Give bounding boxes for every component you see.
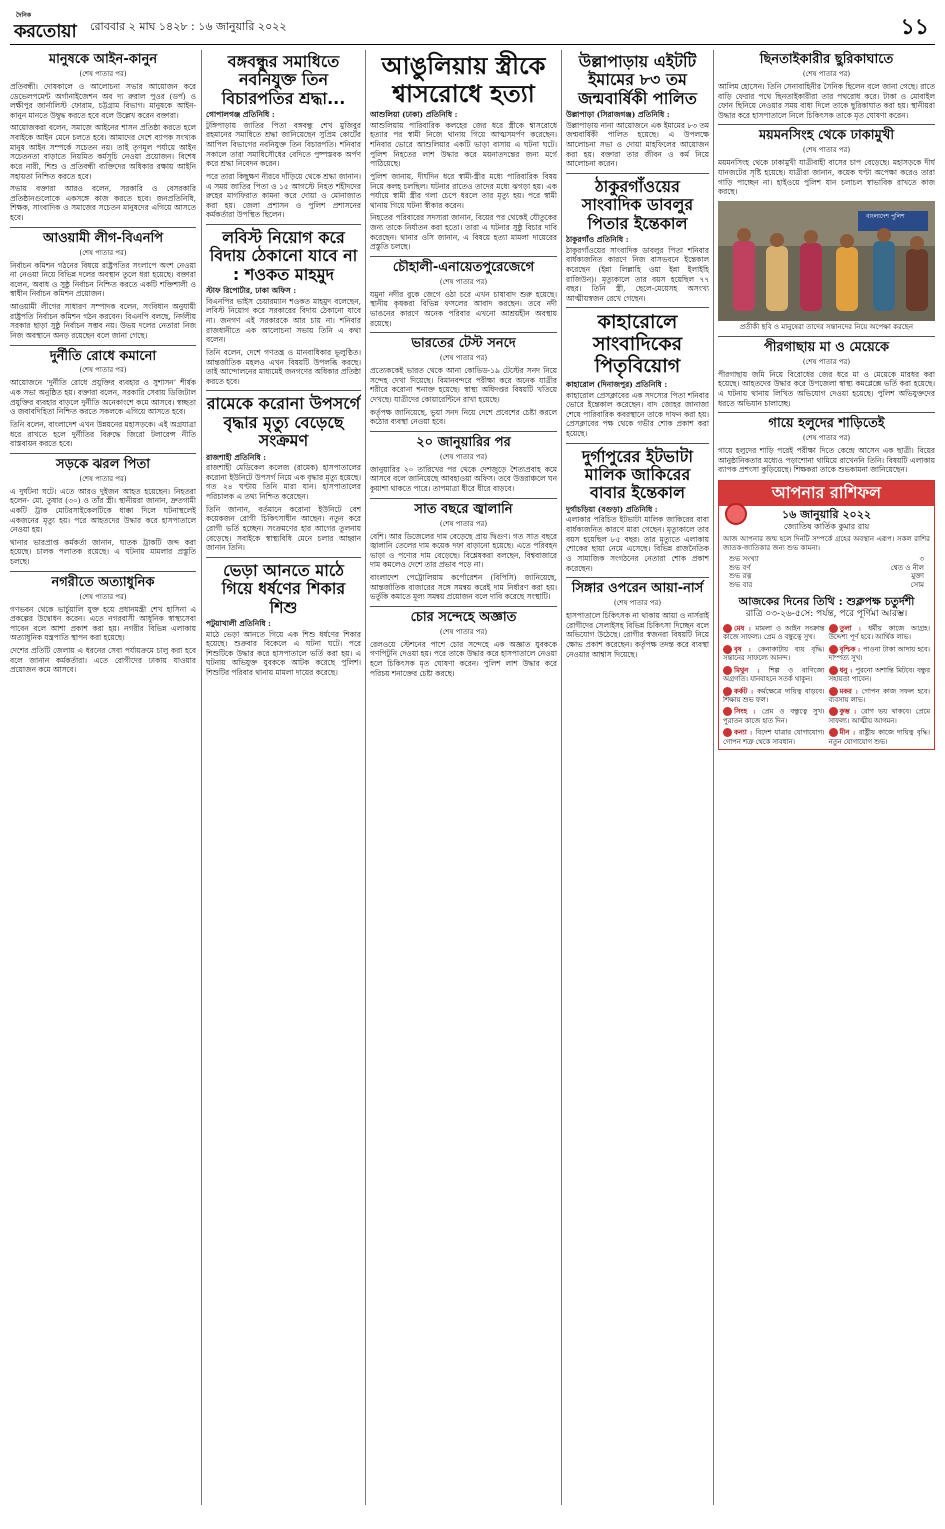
zodiac-symbol-icon [723, 645, 732, 654]
column-5 [718, 50, 935, 1505]
zodiac-sign-name: মকর : [839, 687, 862, 696]
zodiac-symbol-icon [723, 687, 732, 696]
article-paragraph: আওয়ামী লীগের সাধারণ সম্পাদক বলেন, সংবিধান অনুযায়ী রাষ্ট্রপতি নির্বাচন কমিশন গঠন করবেন। বিএনপি বলছে, নির্দলীয় সরকার ছাড়া সুষ্ঠু নির্বাচন সম্ভব নয়। উভয় দলের নেতারা নিজ নিজ অবস্থানে অনড় রয়েছেন বলে জানা গেছে। [10, 302, 196, 340]
article-byline: স্টাফ রিপোর্টার, ঢাকা অফিস : [206, 286, 297, 296]
article-headline: রামেকে করোনা উপসর্গে বৃদ্ধার মৃত্যু বেড়েছে সংক্রমণ [206, 394, 361, 451]
article-byline: উল্লাপাড়া (সিরাজগঞ্জ) প্রতিনিধি : [566, 110, 670, 120]
continued-label: (শেষ পাতার পর) [802, 69, 851, 78]
divider [206, 557, 361, 558]
article-paragraph: তিনি বলেন, বাংলাদেশ এখন উন্নয়নের মহাসড়কে। এই অগ্রযাত্রা ধরে রাখতে হলে দুর্নীতির বিরুদ্ধে জিরো টলারেন্স নীতি বাস্তবায়ন করতে হবে। [10, 419, 196, 449]
divider [566, 173, 709, 174]
article-byline: ঠাকুরগাঁও প্রতিনিধি : [566, 235, 629, 245]
article-paragraph: টুঙ্গিপাড়ায় জাতির পিতা বঙ্গবন্ধু শেখ মুজিবুর রহমানের সমাধিতে শ্রদ্ধা জানিয়েছেন সুপ্রিম কোর্টের আপিল বিভাগের নবনিযুক্ত তিন বিচারপতি। শনিবার সকালে তারা সমাধিসৌধের বেদিতে পুষ্পস্তবক অর্পণ করে শ্রদ্ধা নিবেদন করেন। [206, 120, 361, 169]
article-byline: আশুলিয়া (ঢাকা) প্রতিনিধি : [370, 110, 458, 120]
graha-row [729, 581, 924, 590]
zodiac-symbol-icon [829, 707, 838, 716]
article-headline: নগরীতে অত্যাধুনিক [51, 574, 155, 590]
continued-label: (শেষ পাতার পর) [439, 277, 488, 286]
continued-label: (শেষ পাতার পর) [79, 69, 127, 78]
continued-label: (শেষ পাতার পর) [439, 452, 488, 461]
article-byline: পটুয়াখালী প্রতিনিধি : [206, 618, 271, 628]
zodiac-sign-entry [829, 707, 931, 725]
article-paragraph: নিহতের পরিবারের সদস্যরা জানান, বিয়ের পর থেকেই যৌতুকের জন্য তাকে নির্যাতন করা হতো। তারা এ ঘটনার সুষ্ঠু বিচার দাবি করেছেন। থানার ওসি জানান, এ বিষয়ে হত্যা মামলা দায়েরের প্রস্তুতি চলছে। [370, 213, 557, 252]
continued-label: (শেষ পাতার পর) [79, 248, 127, 257]
divider [206, 390, 361, 391]
zodiac-wheel-icon [725, 503, 747, 525]
horoscope-author: জ্যোতিষ কার্তিক কুমার রায় [783, 522, 870, 532]
graha-row [729, 572, 924, 581]
zodiac-signs [719, 624, 934, 749]
logo-daily-label: দৈনিক [16, 12, 32, 19]
zodiac-sign-name: মেষ : [734, 624, 756, 633]
masthead [10, 10, 935, 45]
zodiac-sign-text: বিদেশ যাত্রার যোগাযোগ। গোপন শত্রু থেকে সাবধান। [723, 728, 825, 746]
horoscope-box [718, 480, 935, 750]
continued-label: (শেষ পাতার পর) [802, 357, 851, 366]
article-headline: ছিনতাইকারীর ছুরিকাঘাতে [759, 52, 894, 67]
zodiac-sign-text: ধর্মীয় কাজে আগ্রহ। উদ্দেশ্য পূর্ণ হবে। আর্থিক লাভ। [828, 624, 930, 642]
zodiac-sign-entry [723, 624, 825, 642]
zodiac-sign-entry [723, 687, 825, 705]
graha-value: মুক্তা [911, 572, 924, 581]
divider [10, 453, 196, 454]
zodiac-sign-text: শিল্প ও বাণিজ্যে অগ্রগতি। যানবাহনে সতর্ক থাকুন। [723, 666, 825, 683]
continued-label: (শেষ পাতার পর) [79, 592, 127, 601]
zodiac-sign-text: কর্মক্ষেত্রে দায়িত্ব বাড়বে। শিক্ষায় শুভ ফল। [723, 687, 825, 704]
divider [718, 336, 935, 337]
zodiac-symbol-icon [829, 645, 838, 654]
column-divider [201, 50, 202, 1505]
zodiac-sign-text: রোগ ভয় থাকবে। প্রেমে সাফল্য। আত্মীয় আগমন। [828, 707, 930, 725]
divider [718, 412, 935, 413]
horoscope-title: আপনার রাশিফল [719, 481, 934, 506]
continued-label: (শেষ পাতার পর) [613, 599, 662, 608]
zodiac-sign-name: বৃষ : [734, 645, 759, 654]
article-paragraph: উল্লাপাড়ায় নানা আয়োজনে এক ইমামের ৮৩ তম জন্মবার্ষিকী পালিত হয়েছে। এ উপলক্ষে আলোচনা সভা ও দোয়া মাহফিলের আয়োজন করা হয়। বক্তারা তার জীবন ও কর্ম নিয়ে আলোচনা করেন। [566, 120, 709, 169]
article-headline: মানুষকে আইন-কানুন [48, 52, 158, 67]
article-headline: আওয়ামী লীগ-বিএনপি [42, 230, 164, 246]
article-paragraph: প্রত্যেককেই ভারত থেকে আনা কোভিড-১৯ টেস্টের সনদ নিয়ে সন্দেহ দেখা দিয়েছে। বিমানবন্দরে পরীক্ষা করে অনেক যাত্রীর শরীরে করোনা শনাক্ত হয়েছে। স্বাস্থ্য অধিদপ্তর বিষয়টি খতিয়ে দেখছে। যাত্রীদের কোয়ারেন্টিনে রাখা হয়েছে। [370, 366, 557, 405]
divider [370, 256, 557, 257]
article-paragraph: নির্বাচন কমিশন গঠনের বিষয়ে রাষ্ট্রপতির সংলাপে অংশ নেওয়া না নেওয়া নিয়ে বিভিন্ন দলের অবস্থান তুলে ধরা হয়েছে। বক্তারা বলেন, অবাধ ও সুষ্ঠু নির্বাচন নিশ্চিত করতে একটি শক্তিশালী ও স্বাধীন নির্বাচন কমিশন প্রয়োজন। [10, 260, 196, 299]
zodiac-sign-entry [723, 645, 825, 663]
graha-row [729, 555, 924, 564]
zodiac-sign-name: সিংহ : [734, 707, 762, 716]
article-paragraph: মাঠে ভেড়া আনতে গিয়ে এক শিশু ধর্ষণের শিকার হয়েছে। শুক্রবার বিকেলে এ ঘটনা ঘটে। পরে শিশুটিকে উদ্ধার করে হাসপাতালে ভর্তি করা হয়। এ ঘটনায় অভিযুক্ত যুবককে আটক করেছে পুলিশ। শিশুটির পরিবার থানায় মামলা দায়ের করেছে। [206, 629, 361, 678]
article-paragraph: এলাকার পরিচিত ইটভাটা মালিক জাকিরের বাবা বার্ধক্যজনিত কারণে মারা গেছেন। মৃত্যুকালে তার বয়স হয়েছিল ৮৫ বছর। তার মৃত্যুতে এলাকায় শোকের ছায়া নেমে এসেছে। বিভিন্ন রাজনৈতিক ও সামাজিক সংগঠনের নেতারা শোক প্রকাশ করেছেন। [566, 515, 709, 573]
article-paragraph: জানুয়ারির ২০ তারিখের পর থেকে দেশজুড়ে শৈত্যপ্রবাহ কমে আসবে বলে জানিয়েছে আবহাওয়া অফিস। তবে উত্তরাঞ্চলে ঘন কুয়াশা থাকতে পারে। তাপমাত্রা ধীরে ধীরে বাড়বে। [370, 464, 557, 494]
article-paragraph: বেশি। আর ডিজেলের দাম বেড়েছে প্রায় দ্বিগুণ। গত সাত বছরে জ্বালানি তেলের দাম কয়েক দফা বাড়ানো হয়েছে। এতে পরিবহন ভাড়া ও পণ্যের দাম বেড়েছে। বিশ্লেষকরা বলছেন, বিশ্ববাজারে দাম কমলেও দেশে তার প্রভাব পড়ে না। [370, 531, 557, 570]
article-headline: ২০ জানুয়ারির পর [416, 434, 511, 450]
article-paragraph: বাংলাদেশ পেট্রোলিয়াম কর্পোরেশন (বিপিসি) জানিয়েছে, আন্তর্জাতিক বাজারের সঙ্গে সমন্বয় করেই দাম নির্ধারণ করা হয়। ভর্তুকি কমাতে মূল্য সমন্বয় প্রয়োজন বলে দাবি করেছে সংস্থাটি। [370, 573, 557, 602]
divider [566, 307, 709, 308]
article-paragraph: সভায় বক্তারা আরও বলেন, সরকারি ও বেসরকারি প্রতিষ্ঠানগুলোকে একসঙ্গে কাজ করতে হবে। জনপ্রতিনিধি, শিক্ষক, সাংবাদিক ও সমাজের সচেতন মানুষদের এগিয়ে আসতে হবে। [10, 184, 196, 223]
article-headline: উল্লাপাড়ায় এইটটি ইমামের ৮৩ তম জন্মবার্ষিকী পালিত [578, 52, 697, 108]
graha-value: ৩ [919, 554, 924, 563]
article-headline: পীরগাছায় মা ও মেয়েকে [763, 339, 890, 355]
article-paragraph: তিনি জানান, বর্তমানে করোনা ইউনিটে বেশ কয়েকজন রোগী চিকিৎসাধীন আছেন। নতুন করে রোগী ভর্তি হচ্ছেন। সংক্রমণের হার আগের তুলনায় বেড়েছে। সবাইকে স্বাস্থ্যবিধি মেনে চলার আহ্বান জানান তিনি। [206, 504, 361, 553]
logo-name: করতোয়া [14, 21, 77, 42]
article-paragraph: আয়োজনে ‘দুর্নীতি রোধে প্রযুক্তির ব্যবহার ও সুশাসন’ শীর্ষক এক সভা অনুষ্ঠিত হয়। বক্তারা বলেন, সরকারি সেবায় ডিজিটাল প্রযুক্তির ব্যবহার বাড়লে দুর্নীতি অনেকাংশে কমে আসবে। স্বচ্ছতা ও জবাবদিহিতা নিশ্চিত করতে সকলকে এগিয়ে আসতে হবে। [10, 378, 196, 417]
zodiac-sign-name: মিথুন : [734, 666, 769, 675]
article-headline: চোর সন্দেহে অজ্ঞাত [410, 609, 517, 625]
photo-caption: প্রতীকী ছবি ও মানুষেরা তাদের সন্তানদের নিয়ে অপেক্ষা করছেন [739, 322, 914, 331]
zodiac-sign-entry [723, 728, 825, 746]
graha-label: শুভ বর্ণ [729, 563, 751, 572]
article-headline: সড়কে ঝরল পিতা [56, 456, 150, 472]
article-headline: লবিস্ট নিয়োগ করে বিদায় ঠেকানো যাবে না : শওকত মাহমুদ [209, 228, 358, 284]
graha-table [719, 553, 934, 593]
column-divider [561, 50, 562, 1505]
zodiac-sign-text: গোপন কাজ সফল হবে। ব্যবসায় লাভ। [828, 687, 930, 704]
continued-label: (শেষ পাতার পর) [439, 354, 488, 363]
divider [566, 577, 709, 578]
article-headline: সাত বছরে জ্বালানি [414, 501, 513, 517]
article-paragraph: গায়ে হলুদের শাড়ি পরেই পরীক্ষা দিতে কেন্দ্রে আসেন এক ছাত্রী। বিয়ের আনুষ্ঠানিকতার মধ্যেও পড়াশোনা থামিয়ে রাখেননি তিনি। বিষয়টি এলাকায় ব্যাপক প্রশংসা কুড়িয়েছে। শিক্ষকরা তাকে শুভকামনা জানিয়েছেন। [718, 446, 935, 475]
dateline: রোববার ২ মাঘ ১৪২৮ : ১৬ জানুয়ারি ২০২২ [90, 20, 287, 33]
article-paragraph: ঠাকুরগাঁওয়ের সাংবাদিক ডাবলুর পিতা শনিবার বার্ধক্যজনিত কারণে নিজ বাসভবনে ইন্তেকাল করেছেন (ইন্না লিল্লাহি ওয়া ইন্না ইলাইহি রাজিউন)। মৃত্যুকালে তার বয়স হয়েছিল ৭৭ বছর। তিনি স্ত্রী, ছেলে-মেয়েসহ অসংখ্য আত্মীয়স্বজন রেখে গেছেন। [566, 245, 709, 303]
article-paragraph: কাহারোল প্রেসক্লাবের এক সদস্যের পিতা শনিবার ভোরে ইন্তেকাল করেছেন। বাদ জোহর জানাজা শেষে পারিবারিক কবরস্থানে তাকে দাফন করা হয়। প্রেসক্লাবের পক্ষ থেকে গভীর শোক প্রকাশ করা হয়েছে। [566, 390, 709, 439]
article-headline: দুর্নীতি রোধে কমানো [49, 348, 157, 364]
divider [206, 224, 361, 225]
article-paragraph: আয়োজকরা বলেন, সমাজে আইনের শাসন প্রতিষ্ঠা করতে হলে সবাইকে আইন মেনে চলতে হবে। আমাদের দেশে ব্যাপক সংখ্যক মানুষ আইন সম্পর্কে সচেতন নয়। তাই তৃণমূল পর্যায়ে আইন সচেতনতা বাড়াতে নিয়মিত কর্মসূচি নেওয়া প্রয়োজন। বিশেষ করে নারী, শিশু ও প্রতিবন্ধী ব্যক্তিদের অধিকার রক্ষায় আইনি সহায়তা নিশ্চিত করতে হবে। [10, 123, 196, 181]
zodiac-sign-text: পুরনো অশান্তি মিটবে। বন্ধুর সহায়তা পাবেন। [828, 666, 931, 683]
article-paragraph: বিএনপির ভাইস চেয়ারম্যান শওকত মাহমুদ বলেছেন, লবিস্ট নিয়োগ করে সরকারের বিদায় ঠেকানো যাবে না। জনগণ এই সরকারকে আর চায় না। শনিবার রাজধানীতে এক আলোচনা সভায় তিনি এ কথা বলেন। [206, 296, 361, 345]
continued-label: (শেষ পাতার পর) [79, 366, 127, 375]
continued-label: (শেষ পাতার পর) [802, 146, 851, 155]
article-headline: ময়মনসিংহ থেকে ঢাকামুখী [758, 128, 895, 144]
article-paragraph: পীরগাছায় জমি নিয়ে বিরোধের জের ধরে মা ও মেয়েকে মারধর করা হয়েছে। আহতদের উদ্ধার করে উপজেলা স্বাস্থ্য কমপ্লেক্সে ভর্তি করা হয়েছে। এ ঘটনায় থানায় লিখিত অভিযোগ দেওয়া হয়েছে। পুলিশ অভিযুক্তদের ধরতে অভিযান চালাচ্ছে। [718, 369, 935, 408]
article-headline: গায়ে হলুদের শাড়িতেই [768, 416, 885, 432]
zodiac-sign-name: মীন : [839, 728, 859, 737]
article-paragraph: আলিম হোসেন। তিনি সেনাবাহিনীর সৈনিক ছিলেন বলে জানা গেছে। রাতে বাড়ি ফেরার পথে ছিনতাইকারীরা তার পথরোধ করে। টাকা ও মোবাইল ফোন ছিনিয়ে নেওয়ার সময় বাধা দিলে তাকে ছুরিকাঘাত করা হয়। স্থানীয়রা উদ্ধার করে হাসপাতালে নিলে চিকিৎসক তাকে মৃত ঘোষণা করেন। [718, 81, 935, 120]
newspaper-logo [14, 12, 82, 42]
zodiac-sign-entry [723, 666, 825, 684]
zodiac-symbol-icon [829, 687, 838, 696]
article-byline: কাহারোল (দিনাজপুর) প্রতিনিধি : [566, 379, 668, 389]
zodiac-sign-text: মামলা ও আইন সংক্রান্ত কাজে সাফল্য। প্রেম ও বন্ধুত্বে সুখ। [723, 624, 825, 642]
zodiac-column-right [829, 624, 931, 749]
article-paragraph: আশুলিয়ায় পারিবারিক কলহের জের ধরে স্ত্রীকে শ্বাসরোধে হত্যার পর স্বামী নিজে থানায় গিয়ে আত্মসমর্পণ করেছেন। শনিবার ভোরে আশুলিয়ার একটি ভাড়া বাসায় এ ঘটনা ঘটে। পুলিশ নিহতের লাশ উদ্ধার করে ময়নাতদন্তের জন্য মর্গে পাঠিয়েছে। [370, 120, 557, 169]
graha-label: শুভ সংখ্যা [729, 554, 759, 563]
zodiac-sign-name: কর্কট : [734, 687, 758, 696]
column-3 [370, 50, 557, 1505]
article-headline: বঙ্গবন্ধুর সমাধিতে নবনিযুক্ত তিন বিচারপতির শ্রদ্ধা... [221, 52, 346, 108]
graha-value: সোম [910, 581, 924, 590]
divider [10, 345, 196, 346]
zodiac-sign-text: রাষ্ট্রীয় কাজে দায়িত্ব বৃদ্ধি। নতুন যোগাযোগ শুভ। [828, 728, 930, 746]
zodiac-sign-entry [829, 645, 931, 663]
article-paragraph: কর্তৃপক্ষ জানিয়েছে, ভুয়া সনদ নিয়ে দেশে প্রবেশের চেষ্টা করলে কঠোর ব্যবস্থা নেওয়া হবে। [370, 407, 557, 427]
article-byline: দুর্গাচড়িয়া (বগুড়া) প্রতিনিধি : [566, 504, 658, 514]
article-paragraph: এ দুর্ঘটনা ঘটে। এতে আরও দুইজন আহত হয়েছেন। নিহতরা হলেন- মো. তুষার (৩০) ও তাঁর স্ত্রী। স্থানীয়রা জানান, দ্রুতগামী একটি ট্রাক মোটরসাইকেলটিকে ধাক্কা দিলে ঘটনাস্থলেই একজনের মৃত্যু হয়। পরে আহতদের উদ্ধার করে হাসপাতালে নেওয়া হয়। [10, 486, 196, 535]
newspaper-page [10, 10, 935, 1509]
photo-sign-text: বাংলাদেশ পুলিশ [866, 212, 905, 220]
article-headline: চৌহালী-এনায়েতপুরেজেগে [392, 259, 535, 275]
zodiac-sign-name: তুলা : [839, 624, 869, 633]
continued-label: (শেষ পাতার পর) [802, 434, 851, 443]
article-paragraph: যমুনা নদীর বুকে জেগে ওঠা চরে এখন চাষাবাদ শুরু হয়েছে। স্থানীয় কৃষকরা বিভিন্ন ফসলের আবাদ করছেন। তবে নদী ভাঙনের কারণে অনেক পরিবার এখনো আশ্রয়হীন অবস্থায় রয়েছে। [370, 289, 557, 328]
zodiac-sign-name: বৃশ্চিক : [839, 645, 863, 654]
article-byline: গোপালগঞ্জ প্রতিনিধি : [206, 110, 275, 120]
zodiac-sign-entry [723, 707, 825, 725]
article-headline: ঠাকুরগাঁওয়ের সাংবাদিক ডাবলুর পিতার ইন্তেকাল [581, 176, 694, 233]
divider [370, 431, 557, 432]
article-headline: ভারতের টেস্ট সনদে [411, 336, 516, 352]
article-paragraph: দেশের প্রতিটি জেলায় এ ধরনের সেবা পর্যায়ক্রমে চালু করা হবে বলে জানান কর্মকর্তারা। এতে রোগীদের ঢাকায় যাওয়ার প্রয়োজন কমে আসবে। [10, 646, 196, 675]
article-paragraph: রেলওয়ে স্টেশনের পাশে চোর সন্দেহে এক অজ্ঞাত যুবককে গণপিটুনি দেওয়া হয়। পরে তাকে উদ্ধার করে হাসপাতালে নেওয়া হলে চিকিৎসক মৃত ঘোষণা করেন। পুলিশ লাশ উদ্ধার করে পরিচয় শনাক্তের চেষ্টা করছে। [370, 639, 557, 678]
tithi-title: আজকের দিনের তিথি : শুক্লপক্ষ চতুর্দশী [738, 595, 915, 609]
horoscope-intro: আজ আপনার জন্ম হলে দিনটি সম্পর্কে গ্রহের অবস্থান এরূপ। সকল রাশির জাতক-জাতিকার জন্য শুভ কামনা। [723, 534, 930, 552]
divider [566, 443, 709, 444]
article-headline: কাহারোলে সাংবাদিকের পিতৃবিয়োগ [592, 311, 683, 378]
horoscope-date: ১৬ জানুয়ারি ২০২২ [781, 508, 872, 522]
continued-label: (শেষ পাতার পর) [439, 627, 488, 636]
zodiac-symbol-icon [829, 728, 838, 737]
divider [10, 227, 196, 228]
article-paragraph: তিনি বলেন, দেশে গণতন্ত্র ও মানবাধিকার ভূলুণ্ঠিত। আন্তর্জাতিক মহলও এখন বিষয়টি উপলব্ধি করছে। তাই আন্দোলনের মাধ্যমেই জনগণের অধিকার প্রতিষ্ঠা করতে হবে। [206, 347, 361, 386]
article-headline: সিঙ্গার ওপরেন আয়া-নার্স [571, 581, 704, 597]
page-number: ১১ [900, 15, 929, 40]
article-paragraph: প্রতিবন্ধী। দোষকালে ও আলোচনা সভার আয়োজন করে ডেভেলপমেন্ট অর্গানাইজেশন অব দ্য রুরাল পুওর (ডর্প) ও লক্ষীপুর জার্নালিস্ট ফোরাম, চট্টগ্রাম বিভাগ। মানুষকে আইন-কানুন মানতে উদ্বুদ্ধ করতে হবে বলে উল্লেখ করেন বক্তারা। [10, 81, 196, 120]
zodiac-sign-name: ধনু : [839, 666, 856, 675]
zodiac-sign-text: কেনাকাটায় ব্যয় বৃদ্ধি। সন্তানের সাফল্যে আনন্দ। [723, 645, 825, 663]
divider [718, 124, 935, 125]
zodiac-sign-name: কুম্ভ : [839, 707, 861, 716]
zodiac-symbol-icon [829, 666, 838, 675]
divider [370, 606, 557, 607]
article-paragraph: হাসপাতালে চিকিৎসক না থাকায় আয়া ও নার্সরাই রোগীদের সেলাইসহ বিভিন্ন চিকিৎসা দিচ্ছেন বলে অভিযোগ উঠেছে। রোগীর স্বজনরা বিষয়টি নিয়ে ক্ষোভ প্রকাশ করেছেন। কর্তৃপক্ষ তদন্ত করে ব্যবস্থা নেওয়ার আশ্বাস দিয়েছে। [566, 611, 709, 659]
column-1 [10, 50, 196, 1505]
article-paragraph: পুলিশ জানায়, দীর্ঘদিন ধরে স্বামী-স্ত্রীর মধ্যে পারিবারিক বিষয় নিয়ে কলহ চলছিল। ঘটনার রাতেও তাদের মধ্যে ঝগড়া হয়। এক পর্যায়ে স্বামী স্ত্রীর গলা চেপে ধরলে তার মৃত্যু হয়। পরে স্বামী থানায় গিয়ে ঘটনা স্বীকার করেন। [370, 171, 557, 210]
zodiac-sign-entry [829, 624, 931, 642]
graha-label: শুভ রত্ন [729, 572, 752, 581]
article-headline: দুর্গাপুরের ইটভাটা মালিক জাকিরের বাবার ইন্তেকাল [582, 446, 693, 503]
article-paragraph: গণভবন থেকে ভার্চুয়ালি যুক্ত হয়ে প্রধানমন্ত্রী শেখ হাসিনা এ প্রকল্পের উদ্বোধন করেন। এতে নগরবাসী আধুনিক স্বাস্থ্যসেবা পাবেন বলে আশা প্রকাশ করা হয়। নগরীর বিভিন্ন এলাকায় অত্যাধুনিক যন্ত্রপাতি স্থাপন করা হয়েছে। [10, 604, 196, 643]
article-paragraph: ময়মনসিংহ থেকে ঢাকামুখী যাত্রীবাহী বাসের চাপ বেড়েছে। মহাসড়কে দীর্ঘ যানজটের সৃষ্টি হয়েছে। যাত্রীরা জানান, কয়েক ঘণ্টা অপেক্ষা করেও তারা গাড়ি পাচ্ছেন না। হাইওয়ে পুলিশ যান চলাচল স্বাভাবিক রাখতে কাজ করছে। [718, 158, 935, 197]
zodiac-sign-text: পাওনা টাকা আদায় হবে। দাম্পত্য সুখ। [828, 645, 930, 663]
zodiac-symbol-icon [723, 728, 732, 737]
divider [10, 571, 196, 572]
zodiac-sign-entry [829, 728, 931, 746]
tithi-detail: রাত্রি ০৩-২৬-৫সে: পর্যন্ত, পরে পূর্ণিমা আরম্ভ। [745, 609, 908, 620]
divider [370, 332, 557, 333]
article-paragraph: রাজশাহী মেডিকেল কলেজ (রামেক) হাসপাতালের করোনা ইউনিটে উপসর্গ নিয়ে এক বৃদ্ধার মৃত্যু হয়েছে। গত ২৪ ঘণ্টায় তিনি মারা যান। হাসপাতালের পরিচালক এ তথ্য নিশ্চিত করেছেন। [206, 463, 361, 502]
zodiac-symbol-icon [829, 624, 838, 633]
zodiac-sign-text: প্রেম ও বন্ধুত্বে সুখ। পুরাতন কাজে হাত দিন। [723, 707, 825, 725]
graha-row [729, 564, 924, 573]
lead-headline: আঙুলিয়ায় স্ত্রীকে শ্বাসরোধে হত্যা [381, 52, 546, 108]
column-divider [365, 50, 366, 1505]
zodiac-sign-entry [829, 666, 931, 684]
column-4 [566, 50, 709, 1505]
divider [370, 498, 557, 499]
zodiac-sign-name: কন্যা : [734, 728, 756, 737]
column-divider [713, 50, 714, 1505]
continued-label: (শেষ পাতার পর) [439, 519, 488, 528]
continued-label: (শেষ পাতার পর) [79, 474, 127, 483]
zodiac-column-left [723, 624, 825, 749]
zodiac-symbol-icon [723, 707, 732, 716]
news-photo [718, 201, 935, 321]
graha-label: শুভ বার [729, 581, 753, 590]
article-byline: রাজশাহী প্রতিনিধি : [206, 452, 267, 462]
column-2 [206, 50, 361, 1505]
zodiac-symbol-icon [723, 666, 732, 675]
article-headline: ভেড়া আনতে মাঠে গিয়ে ধর্ষণের শিকার শিশু [221, 560, 346, 617]
zodiac-symbol-icon [723, 624, 732, 633]
zodiac-sign-entry [829, 687, 931, 705]
article-paragraph: পরে তারা কিছুক্ষণ নীরবে দাঁড়িয়ে থেকে শ্রদ্ধা জানান। এ সময় জাতির পিতা ও ১৫ আগস্টে নিহত শহীদদের রুহের মাগফিরাত কামনা করে দোয়া ও মোনাজাত করা হয়। জেলা প্রশাসন ও পুলিশ প্রশাসনের কর্মকর্তারা উপস্থিত ছিলেন। [206, 171, 361, 220]
article-paragraph: থানার ভারপ্রাপ্ত কর্মকর্তা জানান, ঘাতক ট্রাকটি জব্দ করা হয়েছে। চালক পলাতক রয়েছে। এ ঘটনায় মামলার প্রস্তুতি চলছে। [10, 537, 196, 567]
graha-value: শ্বেত ও নীল [890, 563, 924, 572]
